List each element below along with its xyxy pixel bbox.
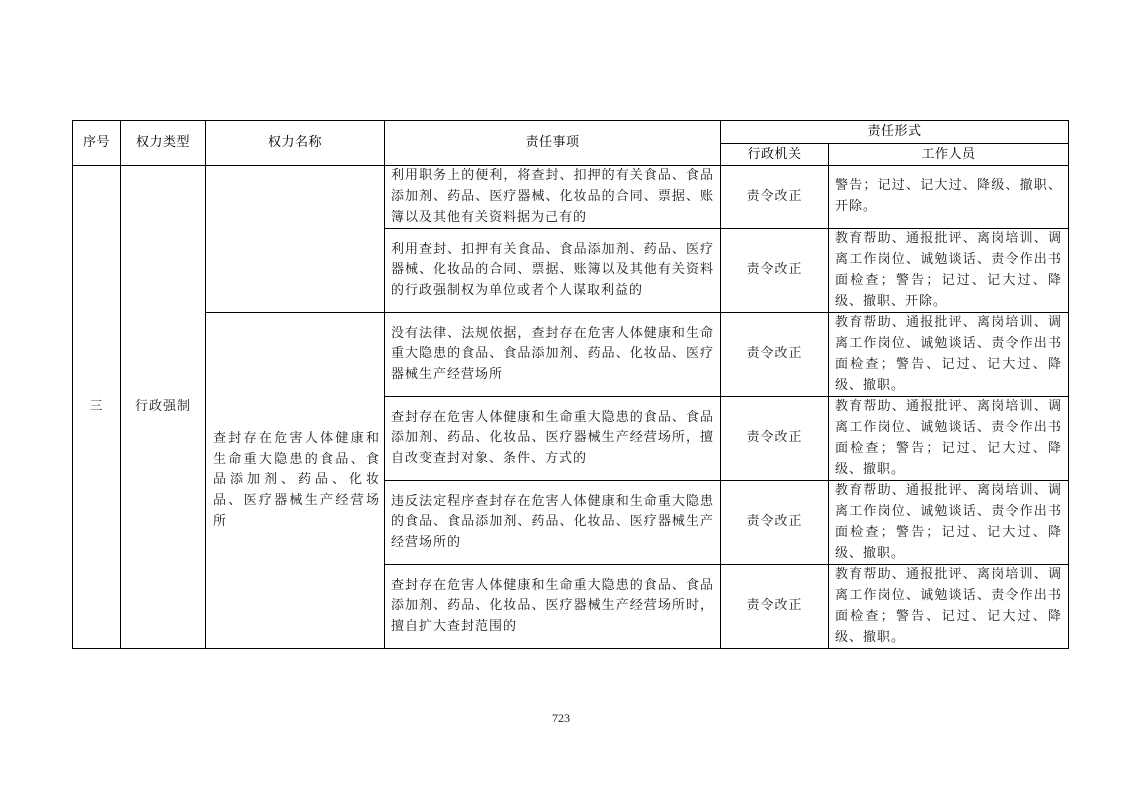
admin-organ-cell: 责令改正: [721, 481, 829, 565]
admin-organ-cell: 责令改正: [721, 397, 829, 481]
responsibility-item-cell: 利用职务上的便利，将查封、扣押的有关食品、食品添加剂、药品、医疗器械、化妆品的合同、票据、账簿以及其他有关资料据为己有的: [385, 166, 721, 229]
staff-cell: 教育帮助、通报批评、离岗培训、调离工作岗位、诚勉谈话、责令作出书面检查；警告、记过、记大过、降级、撤职。: [829, 313, 1069, 397]
header-responsibility-item: 责任事项: [385, 121, 721, 166]
staff-cell: 警告；记过、记大过、降级、撤职、开除。: [829, 166, 1069, 229]
index-cell: 三: [73, 166, 121, 649]
power-name-cell: 查封存在危害人体健康和生命重大隐患的食品、食品添加剂、药品、化妆品、医疗器械生产经营场所: [206, 313, 385, 649]
responsibility-item-cell: 查封存在危害人体健康和生命重大隐患的食品、食品添加剂、药品、化妆品、医疗器械生产经营场所时，擅自扩大查封范围的: [385, 565, 721, 649]
responsibility-table: [72, 120, 1069, 649]
responsibility-item-cell: 违反法定程序查封存在危害人体健康和生命重大隐患的食品、食品添加剂、药品、化妆品、医疗器械生产经营场所的: [385, 481, 721, 565]
power-type-cell: 行政强制: [121, 166, 206, 649]
staff-cell: 教育帮助、通报批评、离岗培训、调离工作岗位、诚勉谈话、责令作出书面检查；警告；记过、记大过、降级、撤职。: [829, 397, 1069, 481]
responsibility-item-cell: 没有法律、法规依据，查封存在危害人体健康和生命重大隐患的食品、食品添加剂、药品、化妆品、医疗器械生产经营场所: [385, 313, 721, 397]
header-staff: 工作人员: [829, 144, 1069, 166]
page-number: 723: [552, 711, 570, 725]
responsibility-item-cell: 查封存在危害人体健康和生命重大隐患的食品、食品添加剂、药品、化妆品、医疗器械生产经营场所，擅自改变查封对象、条件、方式的: [385, 397, 721, 481]
table-row: [73, 166, 1069, 229]
header-responsibility-form: 责任形式: [721, 121, 1069, 144]
header-row: [73, 121, 1069, 144]
responsibility-item-cell: 利用查封、扣押有关食品、食品添加剂、药品、医疗器械、化妆品的合同、票据、账簿以及其他有关资料的行政强制权为单位或者个人谋取利益的: [385, 229, 721, 313]
table-row: [73, 313, 1069, 397]
staff-cell: 教育帮助、通报批评、离岗培训、调离工作岗位、诚勉谈话、责令作出书面检查；警告；记过、记大过、降级、撤职。: [829, 481, 1069, 565]
admin-organ-cell: 责令改正: [721, 313, 829, 397]
admin-organ-cell: 责令改正: [721, 166, 829, 229]
header-power-type: 权力类型: [121, 121, 206, 166]
admin-organ-cell: 责令改正: [721, 565, 829, 649]
header-power-name: 权力名称: [206, 121, 385, 166]
staff-cell: 教育帮助、通报批评、离岗培训、调离工作岗位、诚勉谈话、责令作出书面检查；警告、记过、记大过、降级、撤职。: [829, 565, 1069, 649]
admin-organ-cell: 责令改正: [721, 229, 829, 313]
staff-cell: 教育帮助、通报批评、离岗培训、调离工作岗位、诚勉谈话、责令作出书面检查；警告；记过、记大过、降级、撤职、开除。: [829, 229, 1069, 313]
header-index: 序号: [73, 121, 121, 166]
power-name-cell-empty: [206, 166, 385, 313]
header-admin-organ: 行政机关: [721, 144, 829, 166]
